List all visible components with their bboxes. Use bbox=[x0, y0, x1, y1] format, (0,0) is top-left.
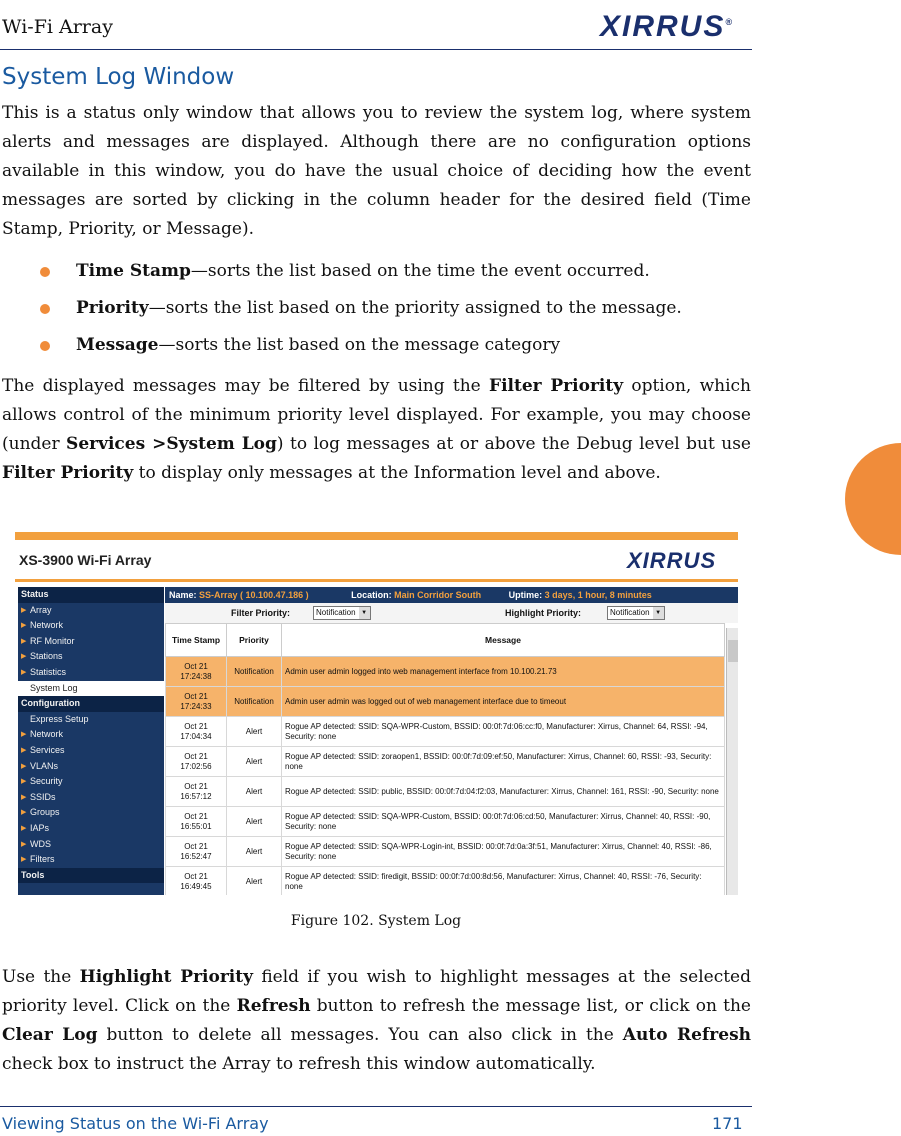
sidebar-item[interactable] bbox=[18, 696, 164, 712]
priority-cell: Alert bbox=[227, 837, 282, 867]
sidebar-item[interactable] bbox=[18, 774, 164, 790]
table-row bbox=[166, 867, 725, 896]
sidebar-item-label: Network bbox=[30, 729, 64, 740]
expand-arrow-icon: ▶ bbox=[21, 637, 27, 645]
sidebar-item-label: Status bbox=[21, 589, 49, 599]
running-header: Wi-Fi Array bbox=[2, 16, 113, 38]
sidebar-item-label: RF Monitor bbox=[30, 635, 75, 646]
sidebar-item[interactable] bbox=[18, 759, 164, 775]
logo-text: XIRRUS bbox=[600, 10, 726, 43]
table-row bbox=[166, 747, 725, 777]
message-cell: Rogue AP detected: SSID: public, BSSID: 00:0f:7d:04:f2:03, Manufacturer: Xirrus, Channel: 161, RSSI: -90, Security: none bbox=[282, 777, 725, 807]
expand-arrow-icon: ▶ bbox=[21, 824, 27, 832]
expand-arrow-icon: ▶ bbox=[21, 778, 27, 786]
sidebar-nav bbox=[18, 587, 164, 895]
expand-arrow-icon: ▶ bbox=[21, 731, 27, 739]
bullet-text: —sorts the list based on the priority assigned to the message. bbox=[148, 298, 682, 318]
bullet-term: Message bbox=[76, 335, 159, 355]
filter-bar bbox=[165, 603, 738, 623]
priority-cell: Notification bbox=[227, 657, 282, 687]
sidebar-item[interactable] bbox=[18, 852, 164, 868]
message-cell: Rogue AP detected: SSID: firedigit, BSSID: 00:0f:7d:00:8d:56, Manufacturer: Xirrus, Channel: 40, RSSI: -76, Security: none bbox=[282, 867, 725, 896]
sidebar-item[interactable] bbox=[18, 868, 164, 884]
bullet-text: —sorts the list based on the time the event occurred. bbox=[190, 261, 650, 281]
sidebar-item[interactable] bbox=[18, 805, 164, 821]
sidebar-item[interactable] bbox=[18, 790, 164, 806]
sidebar-item-label: Security bbox=[30, 776, 63, 787]
sidebar-item[interactable] bbox=[18, 821, 164, 837]
chapter-tab-marker bbox=[845, 443, 901, 555]
message-cell: Admin user admin logged into web management interface from 10.100.21.73 bbox=[282, 657, 725, 687]
dropdown-arrow-icon: ▼ bbox=[359, 607, 370, 619]
sidebar-item-label: Stations bbox=[30, 651, 63, 662]
sidebar-item[interactable] bbox=[18, 743, 164, 759]
system-log-table bbox=[165, 623, 725, 895]
sidebar-item[interactable] bbox=[18, 727, 164, 743]
message-cell: Rogue AP detected: SSID: zoraopen1, BSSID: 00:0f:7d:09:ef:50, Manufacturer: Xirrus, Channel: 60, RSSI: -93, Security: none bbox=[282, 747, 725, 777]
table-row bbox=[166, 837, 725, 867]
priority-cell: Notification bbox=[227, 687, 282, 717]
sidebar-item-label: WDS bbox=[30, 838, 51, 849]
footer-rule bbox=[0, 1106, 752, 1107]
timestamp-cell: Oct 21 17:24:38 bbox=[166, 657, 227, 687]
message-cell: Rogue AP detected: SSID: SQA-WPR-Custom, BSSID: 00:0f:7d:06:cc:f0, Manufacturer: Xirrus, Channel: 64, RSSI: -94, Security: none bbox=[282, 717, 725, 747]
page-number: 171 bbox=[712, 1114, 743, 1133]
message-cell: Admin user admin was logged out of web management interface due to timeout bbox=[282, 687, 725, 717]
expand-arrow-icon: ▶ bbox=[21, 840, 27, 848]
list-item bbox=[40, 331, 750, 368]
sidebar-item-label: IAPs bbox=[30, 822, 50, 833]
expand-arrow-icon: ▶ bbox=[21, 809, 27, 817]
log-scrollbar[interactable] bbox=[726, 628, 738, 895]
priority-cell: Alert bbox=[227, 747, 282, 777]
bullet-list bbox=[40, 257, 750, 368]
sidebar-item-label: Services bbox=[30, 744, 65, 755]
table-row bbox=[166, 807, 725, 837]
sidebar-item-label: Tools bbox=[21, 869, 45, 880]
sidebar-item[interactable] bbox=[18, 649, 164, 665]
sidebar-item-label: VLANs bbox=[30, 760, 59, 771]
bullet-dot-icon bbox=[40, 304, 50, 314]
sidebar-item-label: Network bbox=[30, 620, 64, 631]
filter-paragraph: The displayed messages may be filtered by using the Filter Priority option, which allows control of the minimum priority level displayed. For example, you may choose (under Services >System Log) to log messages at or above the Debug level but use Filter Priority to display only messages at the Information level and above. bbox=[2, 376, 751, 483]
highlight-paragraph: Use the Highlight Priority field if you wish to highlight messages at the selected priority level. Click on the Refresh button to refresh the message list, or click on the Clear Log button to delete all messages. You can also click in the Auto Refresh check box to instruct the Array to refresh this window automatically. bbox=[2, 967, 752, 1074]
sidebar-item[interactable] bbox=[18, 618, 164, 634]
sidebar-item-label: System Log bbox=[30, 682, 78, 693]
sidebar-item[interactable] bbox=[18, 837, 164, 853]
expand-arrow-icon: ▶ bbox=[21, 653, 27, 661]
sidebar-item-label: Express Setup bbox=[30, 713, 89, 724]
column-header-message[interactable]: Message bbox=[282, 624, 725, 657]
expand-arrow-icon: ▶ bbox=[21, 793, 27, 801]
sidebar-item[interactable] bbox=[18, 681, 164, 697]
timestamp-cell: Oct 21 16:52:47 bbox=[166, 837, 227, 867]
column-header-time-stamp[interactable]: Time Stamp bbox=[166, 624, 227, 657]
expand-arrow-icon: ▶ bbox=[21, 856, 27, 864]
list-item bbox=[40, 294, 750, 331]
timestamp-cell: Oct 21 16:49:45 bbox=[166, 867, 227, 896]
table-row bbox=[166, 687, 725, 717]
sidebar-item[interactable] bbox=[18, 603, 164, 619]
sidebar-item-label: Filters bbox=[30, 854, 55, 865]
bullet-dot-icon bbox=[40, 341, 50, 351]
column-header-priority[interactable]: Priority bbox=[227, 624, 282, 657]
message-cell: Rogue AP detected: SSID: SQA-WPR-Login-int, BSSID: 00:0f:7d:0a:3f:51, Manufacturer: Xirrus, Channel: 40, RSSI: -86, Security: none bbox=[282, 837, 725, 867]
bullet-term: Priority bbox=[76, 298, 149, 318]
sidebar-item-label: Configuration bbox=[21, 698, 80, 709]
footer-chapter: Viewing Status on the Wi-Fi Array bbox=[2, 1114, 269, 1133]
priority-cell: Alert bbox=[227, 867, 282, 896]
dropdown-arrow-icon: ▼ bbox=[653, 607, 664, 619]
timestamp-cell: Oct 21 17:04:34 bbox=[166, 717, 227, 747]
sidebar-item-label: Statistics bbox=[30, 666, 67, 677]
header-rule bbox=[0, 49, 752, 50]
figure-caption: Figure 102. System Log bbox=[290, 913, 462, 929]
expand-arrow-icon: ▶ bbox=[21, 746, 27, 754]
expand-arrow-icon: ▶ bbox=[21, 668, 27, 676]
bullet-text: —sorts the list based on the message category bbox=[158, 335, 561, 355]
table-row bbox=[166, 657, 725, 687]
scrollbar-thumb[interactable] bbox=[728, 640, 738, 662]
message-cell: Rogue AP detected: SSID: SQA-WPR-Custom, BSSID: 00:0f:7d:06:cd:50, Manufacturer: Xirrus, Channel: 40, RSSI: -90, Security: none bbox=[282, 807, 725, 837]
highlight-priority-select[interactable]: Notification ▼ bbox=[607, 606, 665, 620]
highlight-priority-label: Highlight Priority: bbox=[505, 608, 581, 618]
bullet-dot-icon bbox=[40, 267, 50, 277]
name-bar: Name: SS-Array ( 10.100.47.186 ) Location: Main Corridor South Uptime: 3 days, 1 hour, 8 minutes bbox=[165, 587, 738, 603]
sidebar-item-label: Array bbox=[30, 604, 52, 615]
expand-arrow-icon: ▶ bbox=[21, 622, 27, 630]
logo-registered-mark: ® bbox=[725, 17, 734, 27]
priority-cell: Alert bbox=[227, 777, 282, 807]
sidebar-item[interactable] bbox=[18, 587, 164, 603]
section-title: System Log Window bbox=[2, 64, 235, 90]
list-item bbox=[40, 257, 750, 294]
priority-cell: Alert bbox=[227, 807, 282, 837]
sidebar-item[interactable] bbox=[18, 634, 164, 650]
expand-arrow-icon: ▶ bbox=[21, 606, 27, 614]
xirrus-logo bbox=[600, 10, 734, 44]
intro-paragraph: This is a status only window that allows you to review the system log, where system alerts and messages are displayed. Although there are no configuration options available in this window, you do have the usual choice of deciding how the event messages are sorted by clicking in the column header for the desired field (Time Stamp, Priority, or Message). bbox=[2, 103, 751, 239]
timestamp-cell: Oct 21 17:02:56 bbox=[166, 747, 227, 777]
sidebar-item[interactable] bbox=[18, 665, 164, 681]
figure-separator bbox=[15, 579, 738, 582]
sidebar-item[interactable] bbox=[18, 712, 164, 728]
table-row bbox=[166, 717, 725, 747]
bullet-term: Time Stamp bbox=[76, 261, 191, 281]
sidebar-item-label: SSIDs bbox=[30, 791, 56, 802]
filter-priority-select[interactable]: Notification ▼ bbox=[313, 606, 371, 620]
priority-cell: Alert bbox=[227, 717, 282, 747]
timestamp-cell: Oct 21 16:57:12 bbox=[166, 777, 227, 807]
sidebar-item-label: Groups bbox=[30, 807, 60, 818]
expand-arrow-icon: ▶ bbox=[21, 762, 27, 770]
system-log-screenshot bbox=[15, 532, 738, 895]
filter-priority-label: Filter Priority: bbox=[231, 608, 291, 618]
log-panel bbox=[165, 587, 738, 895]
app-title: XS-3900 Wi-Fi Array bbox=[19, 552, 152, 568]
table-row bbox=[166, 777, 725, 807]
figure-logo: XIRRUS bbox=[627, 548, 717, 573]
timestamp-cell: Oct 21 17:24:33 bbox=[166, 687, 227, 717]
figure-top-bar bbox=[15, 532, 738, 540]
timestamp-cell: Oct 21 16:55:01 bbox=[166, 807, 227, 837]
